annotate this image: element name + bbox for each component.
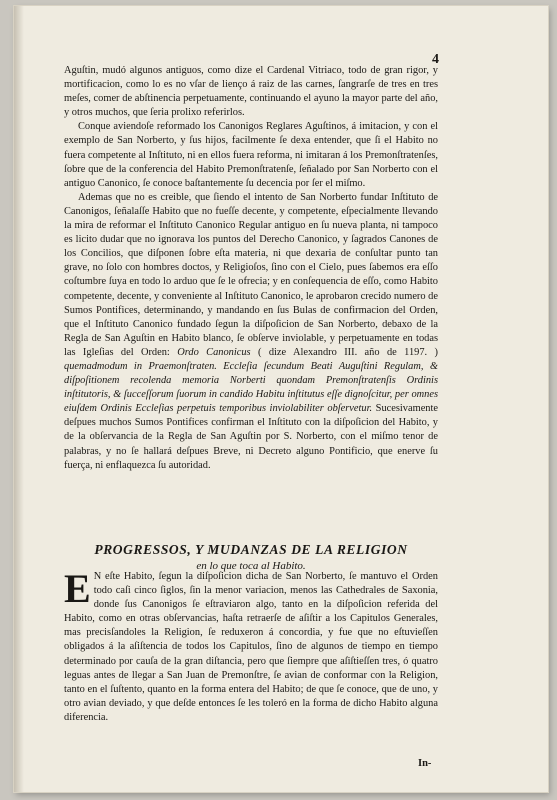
page-fold-shadow: [14, 6, 24, 792]
latin-reference: ( dize Alexandro III. año de 1197. ): [258, 346, 438, 358]
section-title: PROGRESSOS, Y MUDANZAS DE LA RELIGION: [94, 542, 408, 557]
body-text-top: [64, 64, 438, 473]
section-paragraph-text: N eſte Habito, ſegun la diſpoſicion dicha de San Norberto, ſe mantuvo el Orden todo caſi cinco ſiglos, ſin la menor variacion, menos las Cathedrales de Saxonia, donde ſus Canonigos ſe eſtraviaron algo, tanto en la diſpoſicion referida del Habito, como en otras obſervancias, haſta retraerſe de aſiſtir a los Capitulos Generales, mas precisſandoles la Religion, ſe reduxeron á concordia, y fue que no eſtuvieſſen obligados á la aſiſtencia de todos los Capitulos, ſino de algunos de tiempo en tiempo determinado por cauſa de la gran diſtancia, pero que ſiempre que aſiſtieſſen tres, ó quatro leguas antes de llegar a San Juan de Premonſtre, ſe avian de conformar con la Religion, tanto en el ſuſtento, quanto en la forma entera del Habito; de que ſe conoce, que de uno, y otro avian deviado, y que deſde entonces ſe les toleró en la forma de dicho Habito alguna diferencia.: [64, 571, 438, 723]
paragraph-3-text: Ademas que no es creible, que ſiendo el intento de San Norberto fundar Inſtituto de Canonigos, ſeñalaſſe Habito que no fueſſe decente, y competente, eſpecialmente llevando la mira de reformar el Inſtituto Canonico Regular antiguo en ſu nueva planta, ni tampoco es licito dudar que no ignorava los puntos del Derecho Canonico, y ſagrados Canones de los Concilios, que diſponen ſobre eſta materia, ni que dexaria de conſultar punto tan grave, no ſolo con hombres doctos, y Religioſos, ſino con el Cielo, pues ſabemos era eſſo coſtumbre ſuya en todo lo arduo que ſe le ofrecia; y en conſequencia de eſſo, como Habito competente, decente, y conveniente al Inſtituto Canonico, le aprobaron crecido numero de Sumos Pontifices, determinando, y mandando en ſus Bulas de confirmacion del Orden, que el Inſtituto Canonico fundado ſegun la diſpoſicion de San Norberto, debaxo de la Regla de San Aguſtin en Habito blanco, ſe obſerve inviolable, y perpetuamente en todas las Igleſias del Orden:: [64, 191, 438, 358]
document-page: [14, 6, 548, 792]
closing-text: Sucesivamente deſpues muchos Sumos Pontifices confirman el Inſtituto con la diſpoſicion del Habito, y de la obſervancia de la Regla de San Aguſtin por S. Norberto, con el miſmo tenor de palabras, y no ſe hallará deſpues Breve, ni Decreto alguno Pontificio, que enerve ſu fuerça, ni enflaquezca ſu autoridad.: [64, 403, 438, 471]
latin-prefix: Ordo Canonicus: [177, 346, 251, 358]
paragraph-2: Conque aviendoſe reformado los Canonigos Reglares Aguſtinos, á imitacion, y con el exemplo de San Norberto, y ſus hijos, facilmente ſe dexa entender, que ſi el Habito no fuera competente al Inſtituto, ni en ellos fuera reforma, ni imitaran á los Premonſtratenſes, ſobre que de la conferencia del Habito Premonſtratenſe, ſeñalado por San Norberto con el antiguo Canonico, ſe conoce baſtantemente ſu decencia por ſer el miſmo.: [64, 121, 438, 189]
latin-quote: quemadmodum in Praemonſtraten. Eccleſia ſecundum Beati Auguſtini Regulam, & diſpoſitionem recolenda memoria Norberti quondam Premonſtratenſis Ordinis inſtitutoris, & ſucceſſorum ſuorum in candido Habitu inſtitutus eſſe dignoſcitur, per omnes eiuſdem Ordinis Eccleſias perpetuis temporibus inviolabiliter obſervetur.: [64, 360, 438, 415]
paragraph-1: Aguſtin, mudó algunos antiguos, como dize el Cardenal Vitriaco, todo de gran rigor, y mortificacion, como lo es no vſar de lienço á raiz de las carnes, ſangrarſe de tres en tres meſes, comer de abſtinencia perpetuamente, continuando el ayuno la mayor parte del año, y otros muchos, que ſeria prolixo referirlos.: [64, 65, 438, 119]
paragraph-3: [64, 191, 438, 473]
catchword: In-: [418, 758, 432, 769]
section-subtitle: en lo que toca al Habito.: [196, 560, 306, 572]
section-heading: [64, 542, 438, 572]
drop-cap: E: [64, 566, 91, 611]
page-number: 4: [432, 52, 439, 67]
